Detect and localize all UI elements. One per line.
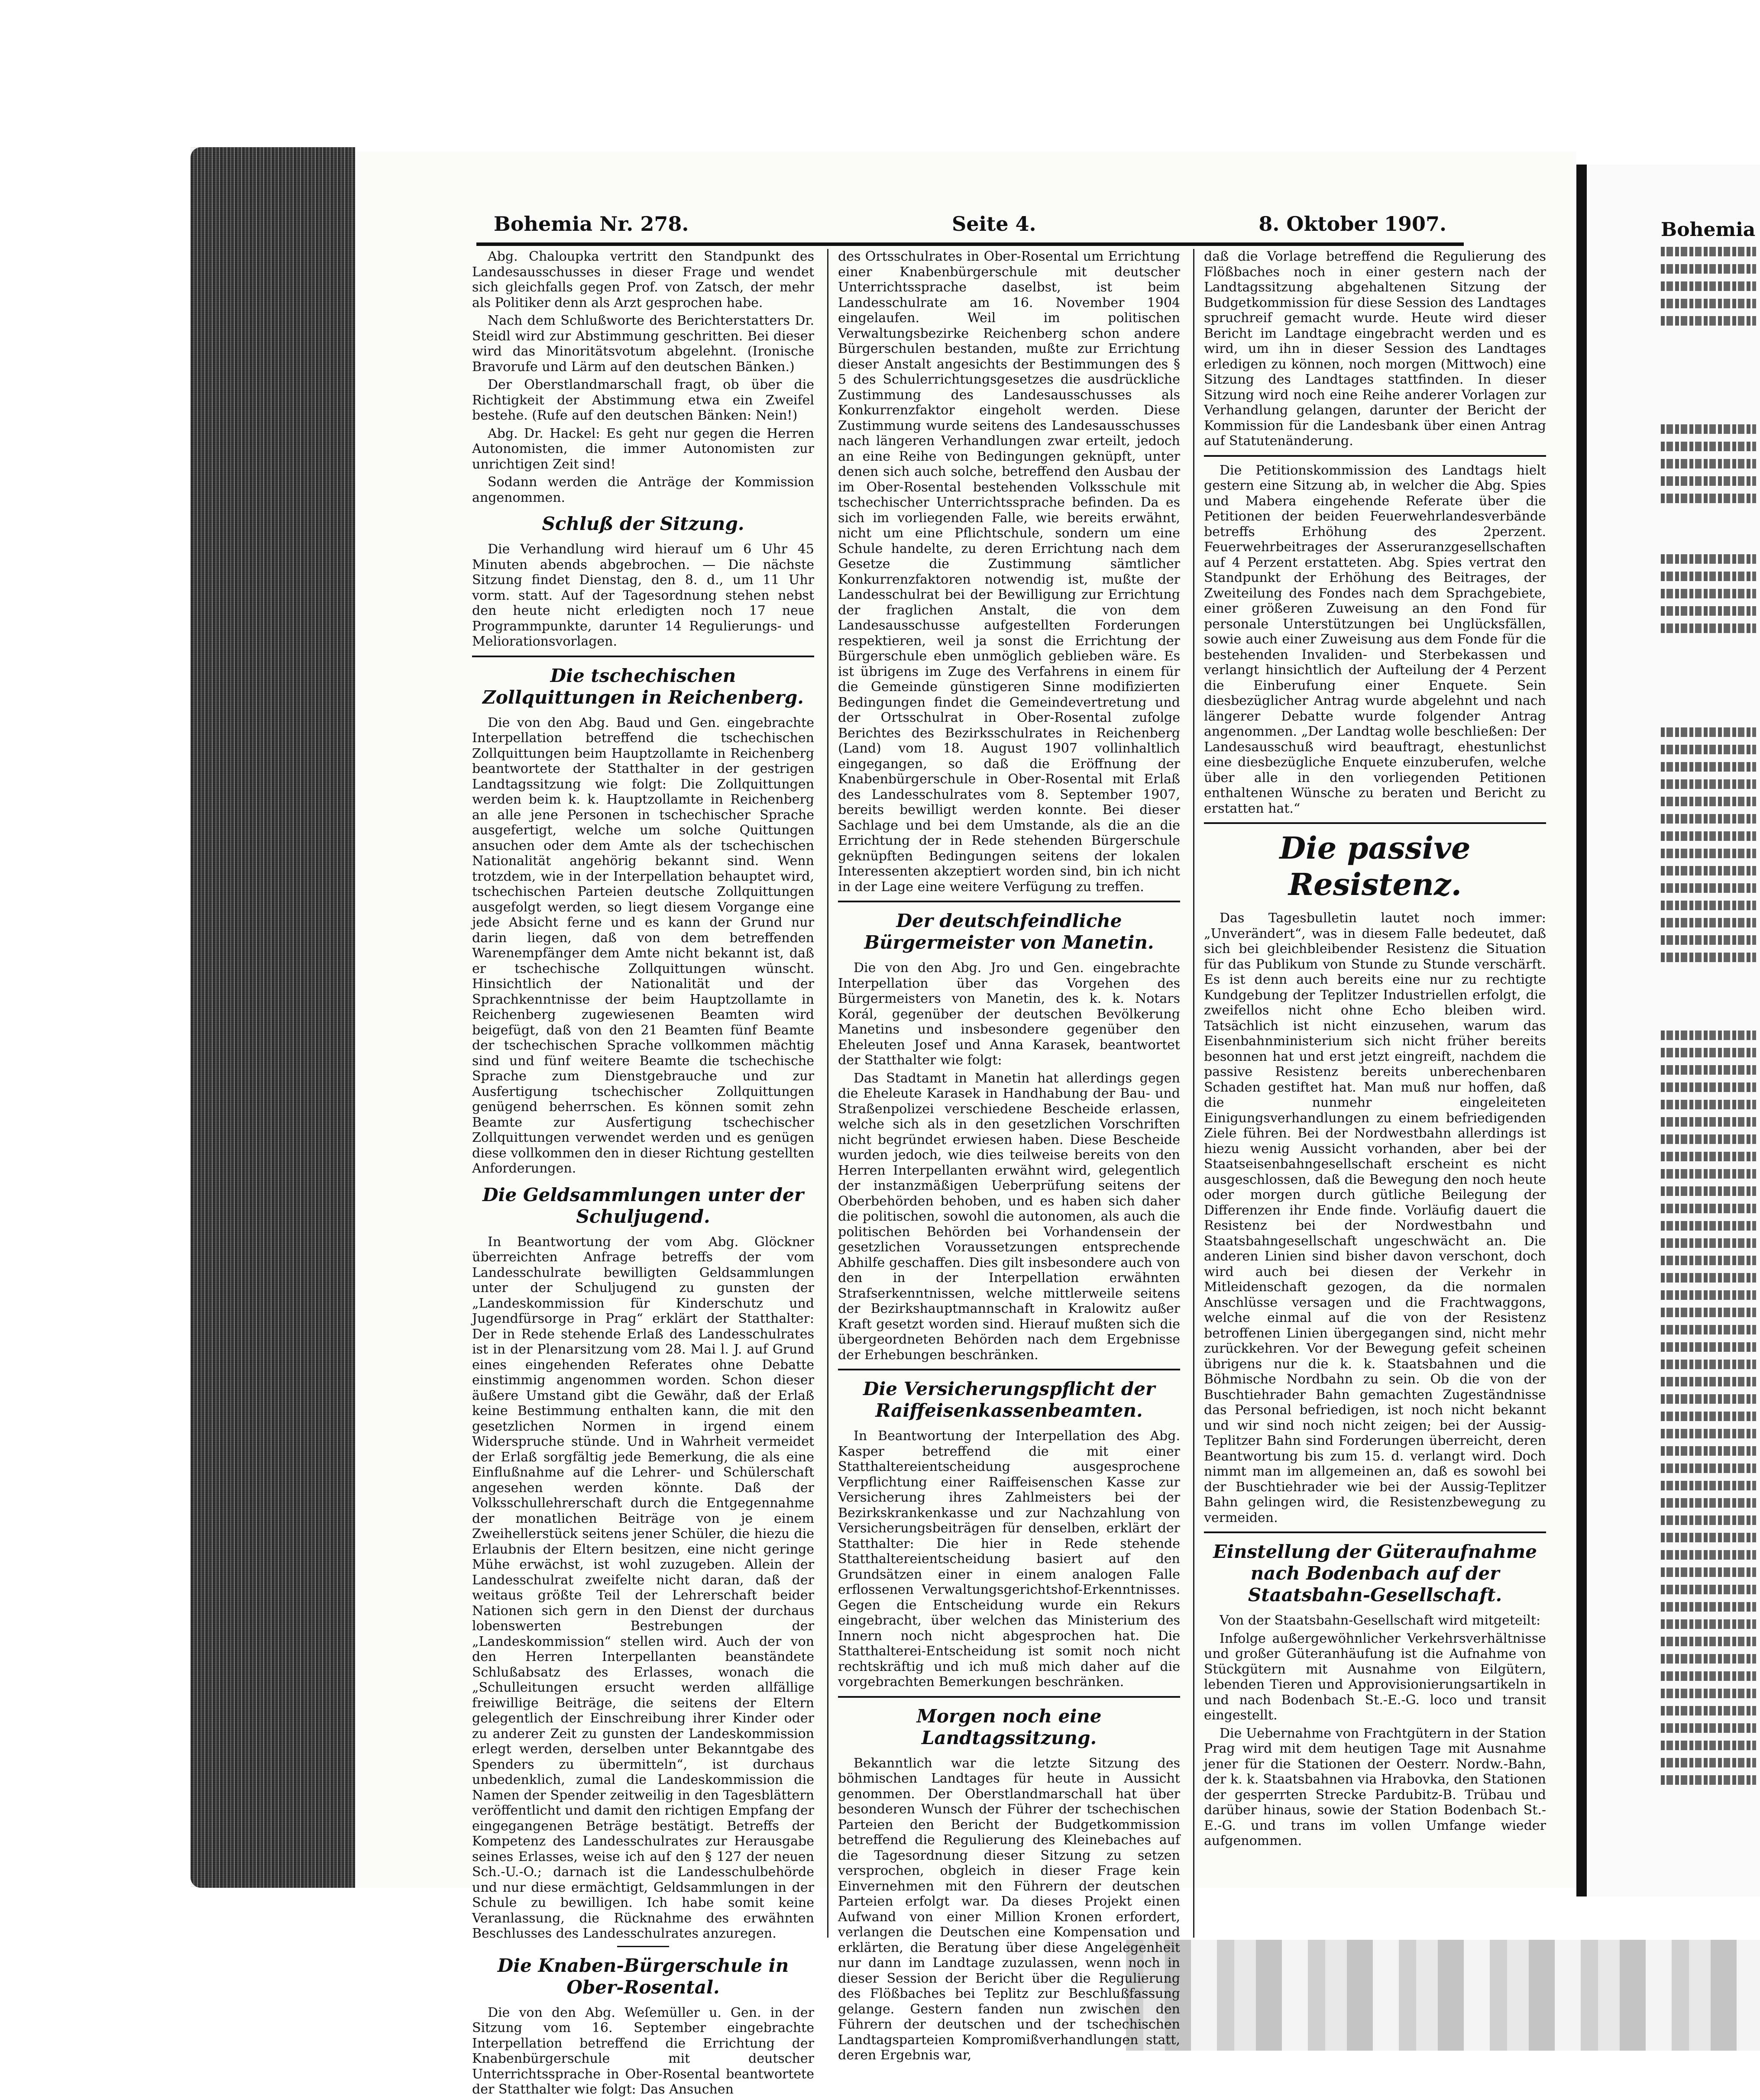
section-rule <box>838 1696 1180 1698</box>
page-header <box>494 212 1446 242</box>
page-number: Seite 4. <box>952 212 1036 236</box>
text-column-1 <box>472 249 814 2100</box>
section-rule <box>472 656 814 657</box>
column-divider <box>1193 249 1194 1938</box>
article-paragraph: Das Stadtamt in Manetin hat allerdings gegen die Eheleute Karasek in Handhabung der Bau- und Straßenpolizei verschiedene Bescheide erlassen, welche sich als in den gesetzlichen Vorschriften nicht begründet erwiesen haben. Diese Bescheide wurden jedoch, wie dies teilweise bereits von den Herren Interpellanten erwähnt wird, gelegentlich der instanzmäßigen Ueberprüfung seitens der Oberbehörden behoben, und es haben sich daher die politischen, sowohl die autonomen, als auch die politischen Behörden bei Vorhandensein der gesetzlichen Voraussetzungen entsprechende Abhilfe geschaffen. Dies gilt insbesondere auch von den in der Interpellation erwähnten Strafserkenntnissen, welche mittlerweile seitens der Bezirkshauptmannschaft in Kralowitz außer Kraft gesetzt worden sind. Hierauf mußten sich die übergeordneten Behörden nach dem Ergebnisse der Erhebungen beschränken. <box>838 1070 1180 1363</box>
article-paragraph: Der Oberstlandmarschall fragt, ob über die Richtigkeit der Abstimmung etwa ein Zweifel bestehe. (Rufe auf den deutschen Bänken: Nein!) <box>472 377 814 423</box>
section-rule <box>838 1369 1180 1370</box>
article-paragraph: Die Petitionskommission des Landtags hielt gestern eine Sitzung ab, in welcher die Abg. Spies und Mabera eingehende Referate über die Petitionen der beiden Feuerwehrlandesverbände betreffs Erhöhung des 2perzent. Feuerwehrbeitrages der Asseruranzgesellschaften auf 4 Perzent erstatteten. Abg. Spies vertrat den Standpunkt der Erhöhung des Beitrages, der Zweiteilung des Fondes nach dem Sprachgebiete, einer größeren Zuweisung an den Fond für personale Unterstützungen bei Unglücksfällen, sowie auch einer Zuweisung aus dem Fonde für die bestehenden Invaliden- und Sterbekassen und verlangt hinsichtlich der Aufteilung der 4 Perzent die Einberufung einer Enquete. Sein diesbezüglicher Antrag wurde abgelehnt und nach längerer Debatte wurde folgender Antrag angenommen. „Der Landtag wolle beschließen: Der Landesausschuß wird beauftragt, ehestunlichst eine diesbezügliche Enquete einzuberufen, welche über alle in den vorliegenden Petitionen enthaltenen Wünsche zu beraten und Bericht zu erstatten hat.“ <box>1204 462 1546 816</box>
article-headline: Die tschechischen Zollquittungen in Reichenberg. <box>482 665 804 708</box>
section-rule <box>617 1946 669 1947</box>
column-divider <box>827 249 828 1938</box>
adjacent-page <box>1587 165 1760 1896</box>
article-paragraph: Die von den Abg. Baud und Gen. eingebrachte Interpellation betreffend die tschechischen Zollquittungen beim Hauptzollamte in Reichenberg beantwortete der Statthalter in der gestrigen Landtagssitzung wie folgt: Die Zollquittungen werden beim k. k. Hauptzollamte in Reichenberg an alle jene Personen in tschechischer Sprache ausgefertigt, welche um solche Quittungen ansuchen oder dem Amte als der tschechischen Nationalität angehörig bekannt sind. Wenn trotzdem, wie in der Interpellation behauptet wird, tschechischen Parteien deutsche Zollquittungen ausgefolgt werden, so liegt diesem Vorgange eine jede Absicht ferne und es kann der Grund nur darin liegen, daß von dem betreffenden Warenempfänger dem Amte nicht bekannt ist, daß er tschechische Zollquittungen wünscht. Hinsichtlich der Nationalität und der Sprachkenntnisse der beim Hauptzollamte in Reichenberg zugewiesenen Beamten wird beigefügt, daß von den 21 Beamten fünf Beamte der tschechischen Sprache vollkommen mächtig sind und fünf weitere Beamte die tschechische Sprache zum Dienstgebrauche und zur Ausfertigung tschechischer Zollquittungen genügend beherrschen. Es können somit zehn Beamte zur Ausfertigung tschechischer Zollquittungen verwendet werden und es genügen diese vollkommen den in dieser Richtung gestellten Anforderungen. <box>472 715 814 1176</box>
section-rule <box>1204 1531 1546 1533</box>
article-headline: Die passive Resistenz. <box>1279 830 1471 902</box>
article-headline: Die Knaben-Bürgerschule in Ober-Rosental. <box>497 1955 789 1998</box>
header-rule <box>476 242 1464 246</box>
article-headline: Der deutschfeindliche Bürgermeister von Manetin. <box>864 910 1154 953</box>
article-headline: Die Versicherungspflicht der Raiffeisenkassenbeamten. <box>863 1378 1155 1421</box>
article-paragraph: des Ortsschulrates in Ober-Rosental um Errichtung einer Knabenbürgerschule mit deutscher Unterrichtssprache daselbst, ist beim Landesschulrate am 16. November 1904 eingelaufen. Weil im politischen Verwaltungsbezirke Reichenberg schon andere Bürgerschulen bestanden, mußte zur Errichtung dieser Anstalt angesichts der Bestimmungen des § 5 des Schulerrichtungsgesetzes die ausdrückliche Zustimmung des Landesausschusses als Konkurrenzfaktor eingeholt werden. Diese Zustimmung wurde seitens des Landesausschusses nach längeren Verhandlungen zwar erteilt, jedoch an eine Reihe von Bedingungen geknüpft, unter denen sich auch solche, betreffend den Ausbau der im Ober-Rosental bestehenden Volksschule mit tschechischer Unterrichtssprache befinden. Da es sich im vorliegenden Falle, wie bereits erwähnt, nicht um eine Pflichtschule, sondern um eine Schule handelte, zu deren Errichtung nach dem Gesetze die Zustimmung sämtlicher Konkurrenzfaktoren notwendig ist, mußte der Landesschulrat bei der Bewilligung zur Errichtung der fraglichen Anstalt, die von dem Landesausschusse aufgestellten Forderungen respektieren, weil ja sonst die Errichtung der Bürgerschule eben unmöglich geblieben wäre. Es ist übrigens im Zuge des Verfahrens in einem für die Gemeinde günstigeren Sinne modifizierten Bedingungen findet die Gemeindevertretung und der Ortsschulrat in Ober-Rosental zufolge Berichtes des Bezirksschulrates in Reichenberg (Land) vom 18. August 1907 vollinhaltlich eingegangen, so daß die Eröffnung der Knabenbürgerschule in Ober-Rosental mit Erlaß des Landesschulrates vom 8. September 1907, bereits bewilligt werden konnte. Bei dieser Sachlage und bei dem Umstande, als die an die Errichtung der in Rede stehenden Bürgerschule geknüpften Bedingungen seitens der lokalen Interessenten akzeptiert worden sind, bin ich nicht in der Lage eine weitere Verfügung zu treffen. <box>838 249 1180 895</box>
article-headline: Die Geldsammlungen unter der Schuljugend. <box>482 1184 804 1227</box>
article-paragraph: Nach dem Schlußworte des Berichterstatters Dr. Steidl wird zur Abstimmung geschritten. Bei dieser wird das Minoritätsvotum abgelehnt. (Ironische Bravorufe und Lärm auf den deutschen Bänken.) <box>472 313 814 375</box>
article-paragraph: Abg. Dr. Hackel: Es geht nur gegen die Herren Autonomisten, die immer Autonomisten zur unrichtigen Zeit sind! <box>472 426 814 472</box>
section-rule <box>1204 822 1546 824</box>
article-paragraph: Abg. Chaloupka vertritt den Standpunkt des Landesausschusses in dieser Frage und wendet sich gleichfalls gegen Prof. von Zatsch, der mehr als Politiker denn als Arzt gesprochen habe. <box>472 249 814 310</box>
adjacent-page-header: Bohemia <box>1661 219 1756 241</box>
article-paragraph: Bekanntlich war die letzte Sitzung des böhmischen Landtages für heute in Aussicht genommen. Der Oberstlandmarschall hat über besonderen Wunsch der Führer der tschechischen Parteien den Bericht der Budgetkommission betreffend die Regulierung des Kleinebaches auf die Tagesordnung dieser Sitzung zu setzen versprochen, obgleich in dieser Frage kein Einvernehmen mit den Führern der deutschen Parteien erfolgt war. Da dieses Projekt einen Aufwand von einer Million Kronen erfordert, verlangen die Deutschen eine Kompensation und erklärten, die Beratung über diese Angelegenheit nur dann im Landtage zuzulassen, wenn noch in dieser Session der Bericht über die Regulierung des Flößbaches bei Teplitz zur Beschlußfassung gelange. Gestern fanden nun zwischen den Führern der deutschen und der tschechischen Landtagsparteien Kompromißverhandlungen statt, deren Ergebnis war, <box>838 1755 1180 2063</box>
issue-date: 8. Oktober 1907. <box>1259 212 1446 236</box>
article-paragraph: In Beantwortung der vom Abg. Glöckner überreichten Anfrage betreffs der vom Landesschulrate bewilligten Geldsammlungen unter der Schuljugend zu gunsten der „Landeskommission für Kinderschutz und Jugendfürsorge in Prag“ erklärt der Statthalter: Der in Rede stehende Erlaß des Landesschulrates ist in der Plenarsitzung vom 28. Mai l. J. auf Grund eines eingehenden Referates ohne Debatte einstimmig angenommen worden. Schon dieser äußere Umstand gibt die Gewähr, daß der Erlaß keine Bestimmung enthalten kann, die mit den gesetzlichen Normen in irgend einem Widerspruche stünde. Und in Wahrheit vermeidet der Erlaß sorgfältig jede Bemerkung, die als eine Einflußnahme auf die Lehrer- und Schülerschaft angesehen werden könnte. Daß der Volksschullehrerschaft durch die Entgegennahme der monatlichen Beiträge von je einem Zweihellerstück seitens jener Schüler, die hiezu die Erlaubnis der Eltern besitzen, eine nicht geringe Mühe erwächst, ist wohl zuzugeben. Allein der Landesschulrat zweifelte nicht daran, daß der weitaus größte Teil der Lehrerschaft beider Nationen sich gern in den Dienst der durchaus lobenswerten Bestrebungen der „Landeskommission“ stellen wird. Auch der von den Herren Interpellanten beanständete Schlußabsatz des Erlasses, wonach die „Schulleitungen ersucht werden allfällige freiwillige Beiträge, die seitens der Eltern gelegentlich der Einschreibung ihrer Kinder oder zu anderer Zeit zu gunsten der Landeskommission erlegt werden, derselben unter Bekanntgabe des Spenders zu übermitteln“, ist durchaus unbedenklich, zumal die Landeskommission die Namen der Spender zeitweilig in den Tagesblättern veröffentlicht und damit den richtigen Empfang der eingegangenen Beträge bestätigt. Betreffs der Kompetenz des Landesschulrates zur Herausgabe seines Erlasses, weise ich auf den § 127 der neuen Sch.-U.-O.; darnach ist die Landesschulbehörde und nur diese ermächtigt, Geldsammlungen in der Schule zu bewilligen. Ich habe somit keine Veranlassung, die Rücknahme des erwähnten Beschlusses des Landesschulrates anzuregen. <box>472 1234 814 1941</box>
masthead-issue: Bohemia Nr. 278. <box>494 212 689 236</box>
newspaper-page <box>355 152 1576 2097</box>
article-paragraph: Sodann werden die Anträge der Kommission angenommen. <box>472 475 814 505</box>
text-column-2 <box>838 249 1180 2066</box>
section-rule <box>1204 455 1546 457</box>
article-paragraph: Das Tagesbulletin lautet noch immer: „Unverändert“, was in diesem Falle bedeutet, daß sich bei gleichbleibender Resistenz die Situation für das Publikum von Stunde zu Stunde verschärft. Es ist denn auch bereits eine nur zu rechtigte Kundgebung der Teplitzer Industriellen erfolgt, die zweifellos nicht ohne Echo bleiben wird. Tatsächlich ist nicht einzusehen, warum das Eisenbahnministerium sich nicht früher bereits besonnen hat und erst jetzt eingreift, nachdem die passive Resistenz bereits unberechenbaren Schaden gestiftet hat. Man muß nur hoffen, daß die nunmehr eingeleiteten Einigungsverhandlungen zu einem befriedigenden Ziele führen. Bei der Nordwestbahn allerdings ist hiezu wenig Aussicht vorhanden, aber bei der Staatseisenbahngesellschaft erscheint es nicht ausgeschlossen, daß die Bewegung den noch heute oder morgen durch gütliche Beilegung der Differenzen ihr Ende finde. Vorläufig dauert die Resistenz bei der Nordwestbahn und Staatsbahngesellschaft ungeschwächt an. Die anderen Linien sind bisher davon verschont, doch wird auch bei diesen der Verkehr in Mitleidenschaft gezogen, da die normalen Anschlüsse versagen und die Frachtwaggons, welche einmal auf die von der Resistenz betroffenen Linien übergegangen sind, nicht mehr zurückkehren. Vor der Bewegung gefeit scheinen übrigens nur die k. k. Staatsbahnen und die Böhmische Nordbahn zu sein. Ob die von der Buschtiehrader Bahn gemachten Zugeständnisse das Personal befriedigen, ist noch nicht bekannt und wir sind noch nicht zeigen; bei der Aussig-Teplitzer Bahn sind Forderungen überreicht, deren Beantwortung bis zum 15. d. verlangt wird. Doch nimmt man im allgemeinen an, daß es sowohl bei der Buschtiehrader wie bei der Aussig-Teplitzer Bahn gelingen wird, die Resistenzbewegung zu vermeiden. <box>1204 911 1546 1525</box>
book-page-edges <box>191 147 355 1888</box>
article-paragraph: Die Uebernahme von Frachtgütern in der Station Prag wird mit dem heutigen Tage mit Ausnahme jener für die Stationen der Oesterr. Nordw.-Bahn, der k. k. Staatsbahnen via Hrabovka, den Stationen der gesperrten Strecke Pardubitz-B. Trübau und darüber hinaus, sowie der Station Bodenbach St.-E.-G. und trans im vollen Umfange wieder aufgenommen. <box>1204 1725 1546 1848</box>
section-rule <box>838 901 1180 902</box>
article-paragraph: Die Verhandlung wird hierauf um 6 Uhr 45 Minuten abends abgebrochen. — Die nächste Sitzung findet Dienstag, den 8. d., um 11 Uhr vorm. statt. Auf der Tagesordnung stehen nebst den heute nicht erledigten noch 17 neue Programmpunkte, darunter 14 Regulierungs- und Meliorationsvorlagen. <box>472 542 814 649</box>
article-headline: Morgen noch eine Landtagssitzung. <box>916 1705 1102 1748</box>
article-paragraph: Von der Staatsbahn-Gesellschaft wird mitgeteilt: <box>1220 1613 1541 1628</box>
scan-bottom-noise <box>1126 1940 1760 2051</box>
article-paragraph: Infolge außergewöhnlicher Verkehrsverhältnisse und großer Güteranhäufung ist die Aufnahme von Stückgütern mit Ausnahme von Eilgütern, lebenden Tieren und Approvisionierungsartikeln in und nach Bodenbach St.-E.-G. loco und transit eingestellt. <box>1204 1631 1546 1723</box>
text-column-3 <box>1204 249 1546 1851</box>
article-paragraph: daß die Vorlage betreffend die Regulierung des Flößbaches noch in einer gestern nach der Landtagssitzung abgehaltenen Sitzung der Budgetkommission für diese Session des Landtages spruchreif gemacht wurde. Heute wird dieser Bericht im Landtage eingebracht werden und es wird, um ihn in dieser Session des Landtages erledigen zu können, noch morgen (Mittwoch) eine Sitzung des Landtages stattfinden. In dieser Sitzung wird noch eine Reihe anderer Vorlagen zur Verhandlung gelangen, darunter der Bericht der Kommission für die Landesbank über einen Antrag auf Statutenänderung. <box>1204 249 1546 449</box>
page-gutter <box>1576 165 1587 1896</box>
article-headline: Schluß der Sitzung. <box>542 513 744 534</box>
article-paragraph: Die von den Abg. Weſemüller u. Gen. in der Sitzung vom 16. September eingebrachte Interpellation betreffend die Errichtung der Knabenbürgerschule mit deutscher Unterrichtssprache in Ober-Rosental beantwortete der Statthalter wie folgt: Das Ansuchen <box>472 2005 814 2097</box>
article-paragraph: Die von den Abg. Jro und Gen. eingebrachte Interpellation über das Vorgehen des Bürgermeisters von Manetin, des k. k. Notars Korál, gegenüber der deutschen Bevölkerung Manetins und insbesondere gegenüber den Eheleuten Josef und Anna Karasek, beantwortet der Statthalter wie folgt: <box>838 960 1180 1068</box>
article-paragraph: In Beantwortung der Interpellation des Abg. Kasper betreffend die mit einer Statthaltereientscheidung ausgesprochene Verpflichtung einer Raiffeisenschen Kasse zur Versicherung ihres Zahlmeisters bei der Bezirkskrankenkasse und zur Nachzahlung von Versicherungsbeiträgen für denselben, erklärt der Statthalter: Die hier in Rede stehende Statthaltereientscheidung basiert auf den Grundsätzen einer in einem analogen Falle erflossenen Verwaltungsgerichtshof-Erkenntnisses. Gegen die Entscheidung wurde ein Rekurs eingebracht, über welchen das Ministerium des Innern noch nicht abgesprochen hat. Die Statthalterei-Entscheidung ist somit noch nicht rechtskräftig und ich muß mich daher auf die vorgebrachten Bemerkungen beschränken. <box>838 1428 1180 1690</box>
article-headline: Einstellung der Güteraufnahme nach Bodenbach auf der Staatsbahn-Gesellschaft. <box>1213 1541 1537 1606</box>
